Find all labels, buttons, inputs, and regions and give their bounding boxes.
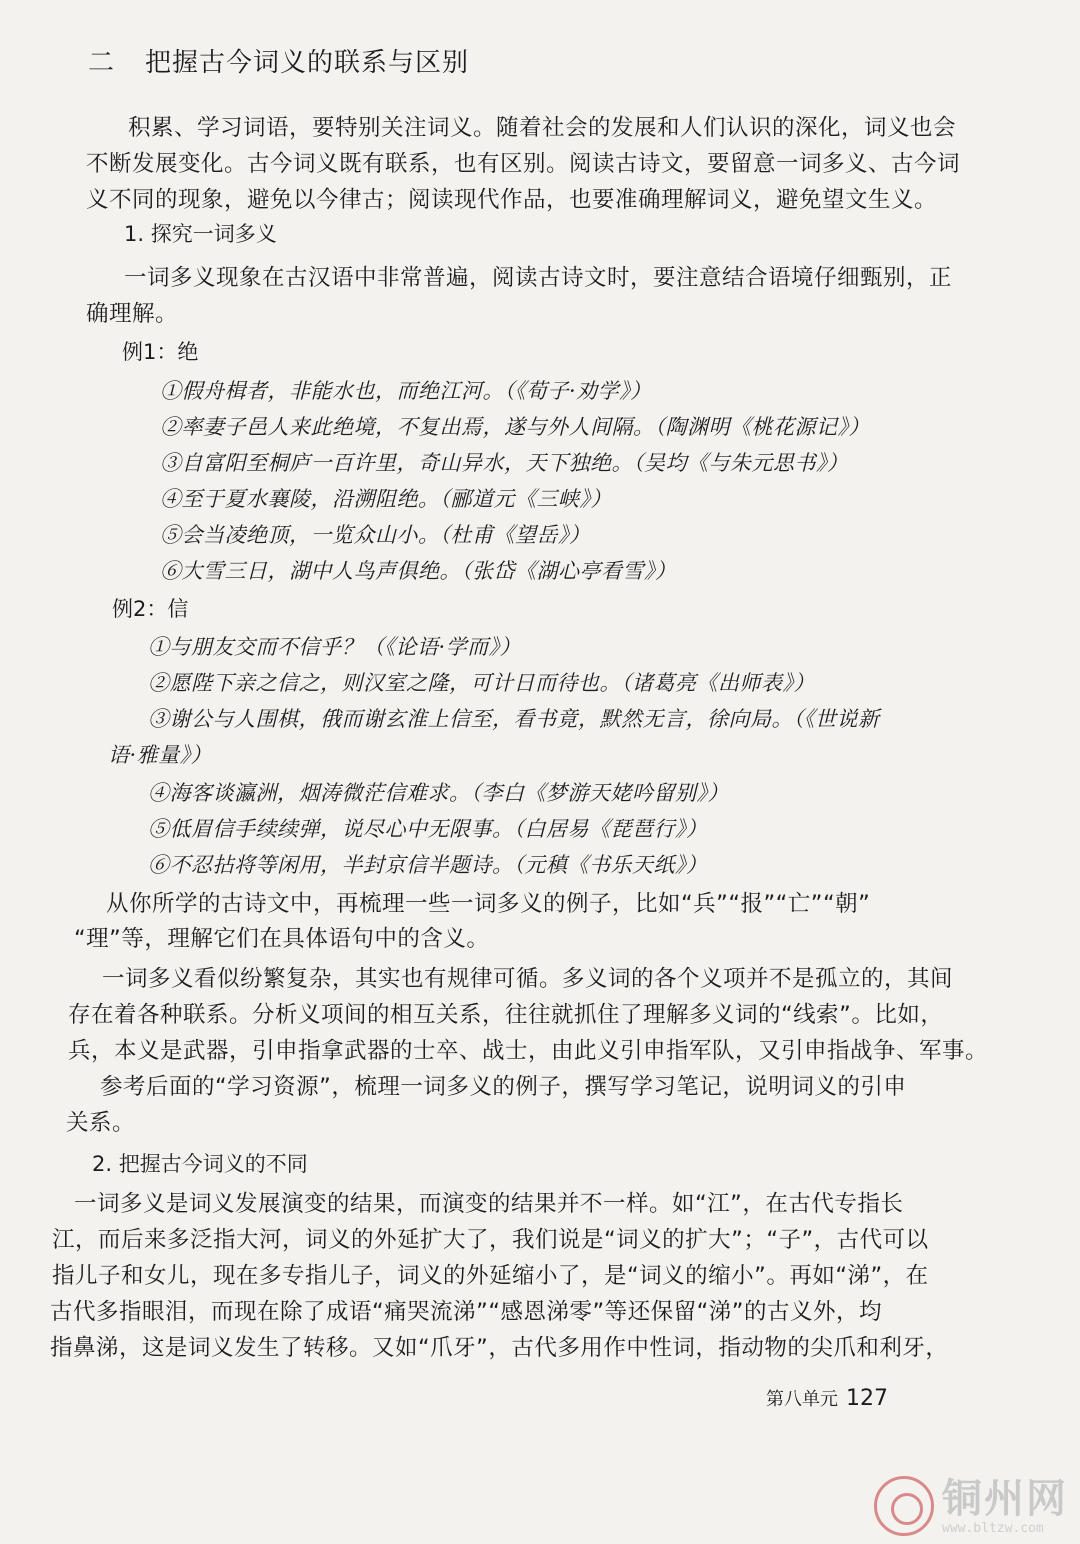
text-line: 古代多指眼泪，而现在除了成语“痛哭流涕”“感恩涕零”等还保留“涕”的古义外，均 <box>50 1299 882 1325</box>
text-line: 不断发展变化。古今词义既有联系，也有区别。阅读古诗文，要留意一词多义、古今词 <box>86 151 961 177</box>
text-line: “理”等，理解它们在具体语句中的含义。 <box>74 926 490 952</box>
watermark-url: www.bltzw.com <box>942 1520 1044 1536</box>
example-quote: ④海客谈瀛洲，烟涛微茫信难求。（李白《梦游天姥吟留别》） <box>148 781 729 805</box>
text-line: 指鼻涕，这是词义发生了转移。又如“爪牙”，古代多用作中性词，指动物的尖爪和利牙， <box>50 1335 949 1361</box>
example-quote: ④至于夏水襄陵，沿溯阻绝。（郦道元《三峡》） <box>160 487 612 511</box>
example-quote: ⑥大雪三日，湖中人鸟声俱绝。（张岱《湖心亭看雪》） <box>160 559 677 583</box>
text-line: 指儿子和女儿，现在多专指儿子，词义的外延缩小了，是“词义的缩小”。再如“涕”，在 <box>52 1263 929 1289</box>
watermark-text <box>942 1477 1068 1536</box>
text-line: 关系。 <box>66 1110 136 1136</box>
example-heading: 例1：绝 <box>122 340 199 364</box>
watermark-name: 铜州网 <box>942 1475 1068 1522</box>
text-line: 从你所学的古诗文中，再梳理一些一词多义的例子，比如“兵”“报”“亡”“朝” <box>106 891 871 917</box>
text-line: 积累、学习词语，要特别关注词义。随着社会的发展和人们认识的深化，词义也会 <box>128 115 957 141</box>
text-line: 一词多义看似纷繁复杂，其实也有规律可循。多义词的各个义项并不是孤立的，其间 <box>102 966 954 992</box>
text-line: 江，而后来多泛指大河，词义的外延扩大了，我们说是“词义的扩大”；“子”，古代可以 <box>52 1227 929 1253</box>
page-number: 127 <box>846 1386 888 1411</box>
example-quote: ②愿陛下亲之信之，则汉室之隆，可计日而待也。（诸葛亮《出师表》） <box>148 671 815 695</box>
text-line: 存在着各种联系。分析义项间的相互关系，往往就抓住了理解多义词的“线索”。比如， <box>68 1002 944 1028</box>
text-line: 一词多义现象在古汉语中非常普遍，阅读古诗文时，要注意结合语境仔细甄别，正 <box>124 265 953 291</box>
section-number: 二 <box>88 48 116 78</box>
example-quote: ③谢公与人围棋，俄而谢玄淮上信至，看书竟，默然无言，徐向局。（《世说新 <box>148 707 880 731</box>
unit-label: 第八单元 <box>766 1389 838 1410</box>
page-footer <box>766 1385 888 1411</box>
subsection-heading: 1. 探究一词多义 <box>124 222 277 246</box>
example-quote: ②率妻子邑人来此绝境，不复出焉，遂与外人间隔。（陶渊明《桃花源记》） <box>160 415 870 439</box>
example-quote: ③自富阳至桐庐一百许里，奇山异水，天下独绝。（吴均《与朱元思书》） <box>160 451 849 475</box>
example-heading: 例2：信 <box>112 597 189 621</box>
text-line: 义不同的现象，避免以今律古；阅读现代作品，也要准确理解词义，避免望文生义。 <box>86 187 938 213</box>
example-quote: ⑥不忍拈将等闲用，半封京信半题诗。（元稹《书乐天纸》） <box>148 853 708 877</box>
text-line: 一词多义是词义发展演变的结果，而演变的结果并不一样。如“江”，在古代专指长 <box>74 1191 904 1217</box>
watermark-logo-icon <box>874 1476 934 1536</box>
text-line: 确理解。 <box>86 301 179 327</box>
section-heading <box>88 42 469 79</box>
site-watermark <box>874 1476 1068 1536</box>
subsection-heading: 2. 把握古今词义的不同 <box>92 1152 308 1176</box>
example-quote: 语·雅量》） <box>108 743 213 767</box>
section-title: 把握古今词义的联系与区别 <box>145 48 470 78</box>
example-quote: ⑤低眉信手续续弹，说尽心中无限事。（白居易《琵琶行》） <box>148 817 708 841</box>
example-quote: ⑤会当凌绝顶，一览众山小。（杜甫《望岳》） <box>160 523 591 547</box>
example-quote: ①与朋友交而不信乎？（《论语·学而》） <box>148 635 522 659</box>
example-quote: ①假舟楫者，非能水也，而绝江河。（《荀子·劝学》） <box>160 379 652 403</box>
text-line: 参考后面的“学习资源”，梳理一词多义的例子，撰写学习笔记，说明词义的引申 <box>100 1074 907 1100</box>
text-line: 兵，本义是武器，引申指拿武器的士卒、战士，由此义引申指军队，又引申指战争、军事。 <box>68 1038 989 1064</box>
